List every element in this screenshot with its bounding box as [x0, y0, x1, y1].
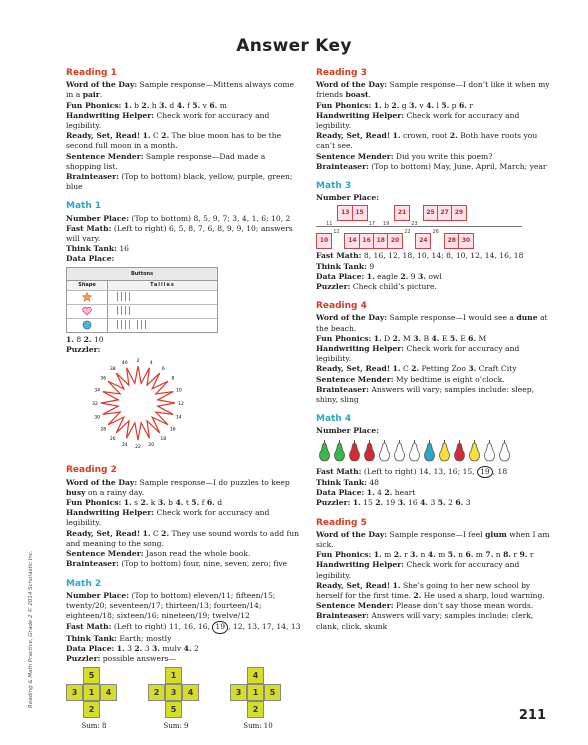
ready-set-read: Ready, Set, Read! 1. C 2. They use sound words to add fun and meaning to the song.	[66, 528, 300, 548]
section-heading: Math 3	[316, 181, 352, 192]
pear-icon	[333, 440, 346, 462]
number-place: Number Place: (Top to bottom) 8, 5, 9, 7; 3, 4, 1, 6; 10, 2	[66, 213, 291, 223]
item-answer: D	[381, 333, 393, 343]
math-2-section	[66, 579, 301, 732]
reading-5-section	[316, 518, 551, 632]
phonics-list	[374, 550, 534, 559]
star-number-label: 6	[161, 367, 165, 373]
brainteaser: Brainteaser: (Top to bottom) black, yellow, purple, green; blue	[66, 172, 293, 192]
cross-cell-bottom: 5	[165, 701, 182, 718]
item-answer: s	[131, 498, 141, 508]
puzzler: Puzzler: possible answers—	[66, 653, 177, 663]
cross-puzzle	[148, 667, 204, 731]
handwriting-helper: Handwriting Helper: Check work for accuracy and legibility.	[316, 110, 520, 131]
item-answer: m	[473, 550, 486, 560]
pear-icon	[438, 440, 451, 462]
sentence-mender: Sentence Mender: Did you write this poem?	[316, 151, 493, 161]
cross-cell-right: 4	[182, 684, 199, 701]
cross-cell-center: 3	[165, 684, 182, 701]
table-caption: Buttons	[67, 268, 217, 281]
pear-icon	[468, 440, 481, 462]
star-number-label: 38	[109, 367, 116, 373]
number-tag: 24	[415, 233, 431, 249]
section-heading: Math 4	[316, 414, 352, 425]
item-number: 6.	[209, 100, 218, 110]
handwriting-helper: Handwriting Helper: Check work for accuracy and legibility.	[316, 560, 520, 580]
pear-icon	[348, 440, 361, 462]
item-answer: M	[400, 333, 414, 343]
puzzler-label: Puzzler:	[66, 345, 101, 355]
section-heading: Math 1	[66, 201, 102, 212]
item-answer: t	[183, 498, 192, 508]
cross-cell-left: 3	[230, 684, 247, 701]
item-number: 1.	[123, 498, 132, 508]
word-of-the-day: Word of the Day: Sample response—Mittens always come in a pair.	[66, 80, 295, 100]
item-number: 5.	[449, 333, 458, 343]
item-answer: n	[418, 550, 428, 560]
number-tag: 10	[316, 233, 332, 249]
data-place: Data Place: 1. 3 2. 3 3. mulv 4. 2	[66, 643, 199, 653]
item-number: 3.	[410, 550, 419, 560]
line-number-label: 12	[333, 229, 340, 236]
star-number-label: 2	[136, 359, 140, 365]
item-answer: n	[455, 550, 466, 560]
shape-header: Shape	[67, 281, 108, 290]
item-answer: r	[401, 550, 411, 560]
cross-cell-top: 1	[165, 667, 182, 684]
item-answer: f	[184, 100, 193, 110]
fun-phonics: Fun Phonics: 1. m 2. r 3. n 4. m 5. n 6. m 7. n 8. r 9. r	[316, 550, 534, 560]
item-answer: d	[167, 100, 177, 110]
circled-answer: 19	[212, 621, 228, 633]
pear-icon	[363, 440, 376, 462]
puzzler: Puzzler: Check child’s picture.	[316, 282, 437, 292]
think-tank: Think Tank: 48	[316, 477, 379, 487]
cross-puzzle	[66, 667, 122, 731]
star-button-icon	[67, 291, 108, 304]
cross-puzzle	[230, 667, 286, 731]
data-place: Data Place: 1. 4 2. heart	[316, 488, 416, 498]
item-number: 7.	[485, 550, 494, 560]
ready-set-read: Ready, Set, Read! 1. She’s going to her new school by herself for the first time. 2. He used a sharp, loud warning.	[316, 580, 545, 600]
item-number: 4.	[175, 498, 184, 508]
item-number: 3.	[157, 498, 166, 508]
number-tag: 25	[423, 205, 439, 221]
number-tag: 14	[344, 233, 360, 249]
page-number: 211	[518, 708, 546, 723]
fast-math: Fast Math: (Left to right) 14, 13, 16; 15, 19 , 18	[316, 466, 551, 478]
item-number: 8.	[503, 550, 511, 560]
star-puzzle-figure	[66, 355, 206, 453]
tally-marks: ||||	[116, 306, 133, 317]
star-number-label: 10	[176, 388, 182, 394]
section-heading: Reading 5	[316, 517, 367, 528]
table-header-row	[67, 281, 217, 291]
copyright-note: Reading & Math Practice, Grade 2 © 2014 Scholastic Inc.	[28, 550, 34, 708]
item-number: 5.	[192, 100, 201, 110]
phonics-list	[374, 334, 487, 343]
item-answer: r	[466, 100, 473, 110]
brainteaser: Brainteaser: Answers will vary; samples include: clerk, clank, click, skunk	[316, 611, 534, 631]
left-column	[66, 68, 301, 740]
word-of-the-day: Word of the Day: Sample response—I do puzzles to keep busy on a rainy day.	[66, 477, 290, 497]
pear-icon	[453, 440, 466, 462]
star-number-label: 14	[176, 415, 182, 421]
item-number: 2.	[140, 498, 149, 508]
brainteaser: Brainteaser: (Top to bottom) May, June, April, March; year	[316, 161, 547, 171]
word-of-the-day: Word of the Day: Sample response—I would see a dune at the beach.	[316, 313, 548, 333]
item-number: 1.	[373, 100, 382, 110]
item-answer: b	[131, 100, 142, 110]
item-number: 1.	[123, 100, 132, 110]
puzzler: Puzzler: 1. 15 2. 19 3. 16 4. 3 5. 2 6. 3	[316, 498, 471, 508]
item-number: 2.	[393, 550, 402, 560]
tally-marks: |||| |||	[116, 320, 149, 331]
ready-set-read: Ready, Set, Read! 1. C 2. Petting Zoo 3. Craft City	[316, 364, 517, 374]
item-answer: m	[435, 550, 448, 560]
word-of-the-day: Word of the Day: Sample response—I feel glum when I am sick.	[316, 529, 550, 549]
math-4-section	[316, 414, 551, 508]
fast-math: Fast Math: (Left to right) 6, 5, 8, 7, 6, 8, 9, 9, 10; answers will vary.	[66, 223, 293, 244]
item-number: 1.	[373, 333, 382, 343]
handwriting-helper: Handwriting Helper: Check work for accuracy and legibility.	[66, 110, 270, 131]
line-number-label: 23	[411, 221, 418, 228]
number-tag: 27	[437, 205, 453, 221]
item-answer: n	[493, 550, 504, 560]
item-answer: k	[148, 498, 158, 508]
item-answer: m	[217, 100, 227, 110]
star-number-label: 30	[94, 415, 100, 421]
item-number: 4.	[426, 100, 435, 110]
item-answer: g	[399, 100, 410, 110]
number-tag: 15	[352, 205, 368, 221]
buttons-tally-table	[66, 267, 218, 333]
pear-icon	[318, 440, 331, 462]
section-heading: Reading 4	[316, 301, 367, 312]
star-number-label: 8	[171, 376, 175, 382]
item-answer: m	[381, 550, 394, 560]
item-answer: l	[434, 100, 442, 110]
item-answer: d	[214, 498, 223, 508]
think-tank: Think Tank: 16	[66, 244, 129, 254]
line-number-label: 19	[382, 221, 390, 228]
line-number-label: 26	[432, 229, 439, 236]
cross-cell-bottom: 2	[247, 701, 264, 718]
star-number-label: 34	[94, 388, 100, 394]
cross-sum: Sum: 10	[243, 722, 273, 731]
item-answer: M	[476, 333, 487, 343]
math-3-section	[316, 181, 551, 292]
fun-phonics: Fun Phonics: 1. b 2. g 3. v 4. l 5. p 6. r	[316, 100, 473, 110]
reading-1-section	[66, 68, 301, 192]
sentence-mender: Sentence Mender: Jason read the whole book.	[66, 549, 251, 559]
cross-cell-left: 3	[66, 684, 83, 701]
table-row	[67, 319, 217, 332]
fun-phonics: Fun Phonics: 1. b 2. h 3. d 4. f 5. v 6. m	[66, 100, 227, 110]
phonics-list	[124, 101, 227, 110]
star-number-label: 20	[148, 443, 155, 449]
number-place: Number Place:	[316, 193, 380, 203]
star-number-label: 26	[109, 437, 116, 443]
item-number: 6.	[465, 550, 474, 560]
cross-cell-right: 5	[264, 684, 281, 701]
handwriting-helper: Handwriting Helper: Check work for accuracy and legibility.	[66, 508, 270, 528]
item-number: 5.	[191, 498, 200, 508]
item-answer: E	[457, 333, 469, 343]
line-number-label: 17	[368, 221, 376, 228]
tally-marks: ||||	[116, 292, 133, 303]
cross-cell-bottom: 2	[83, 701, 100, 718]
sentence-mender: Sentence Mender: Sample response—Dad made a shopping list.	[66, 151, 266, 171]
star-number-label: 4	[149, 361, 153, 367]
item-answer: r	[527, 550, 534, 560]
cross-cell-left: 2	[148, 684, 165, 701]
number-tag: 30	[458, 233, 474, 249]
item-number: 4.	[431, 333, 440, 343]
data-place-answers: 1. 8 2. 10	[66, 334, 104, 344]
number-tag: 16	[359, 233, 375, 249]
phonics-list	[124, 498, 222, 507]
fast-math: Fast Math: (Left to right) 11, 16, 16, 19 , 12, 13, 17, 14, 13	[66, 621, 301, 633]
item-number: 4.	[427, 550, 436, 560]
item-number: 2.	[392, 333, 401, 343]
star-number-label: 22	[135, 445, 141, 451]
brainteaser: Brainteaser: (Top to bottom) four, nine, seven, zero; five	[66, 559, 288, 569]
item-answer: E	[439, 333, 450, 343]
pear-icon	[423, 440, 436, 462]
number-place: Number Place:	[316, 426, 380, 436]
number-tag: 29	[451, 205, 467, 221]
sentence-mender: Sentence Mender: My bedtime is eight o’clock.	[316, 374, 505, 384]
item-answer: p	[449, 100, 459, 110]
data-place: Data Place: 1. eagle 2. 9 3. owl	[316, 271, 442, 281]
item-answer: b	[381, 100, 392, 110]
item-answer: h	[149, 100, 160, 110]
star-number-label: 36	[100, 376, 107, 382]
section-heading: Reading 2	[66, 465, 117, 476]
star-number-label: 16	[169, 427, 176, 433]
circled-answer: 19	[477, 466, 493, 478]
item-answer: B	[421, 333, 432, 343]
number-place: Number Place: (Top to bottom) eleven/11; fifteen/15; twenty/20; seventeen/17; thirteen/13; fourteen/14; eighteen/18; sixteen/16; nineteen/19; twelve/12	[66, 590, 276, 621]
handwriting-helper: Handwriting Helper: Check work for accuracy and legibility.	[316, 344, 520, 364]
star-number-label: 40	[121, 361, 128, 367]
sentence-mender: Sentence Mender: Please don’t say those mean words.	[316, 601, 534, 611]
data-place: Data Place:	[66, 254, 115, 264]
line-number-label: 11	[326, 221, 333, 228]
circle-button-icon	[67, 319, 108, 332]
word-of-the-day: Word of the Day: Sample response—I don’t like it when my friends boast.	[316, 80, 550, 100]
think-tank: Think Tank: Earth; mostly	[66, 633, 172, 643]
cross-cell-top: 5	[83, 667, 100, 684]
item-number: 2.	[391, 100, 400, 110]
cross-cell-top: 4	[247, 667, 264, 684]
number-tag: 18	[373, 233, 389, 249]
phonics-list	[374, 101, 473, 110]
ready-set-read: Ready, Set, Read! 1. C 2. The blue moon has to be the second full moon in a month.	[66, 131, 282, 151]
pear-icon	[408, 440, 421, 462]
cross-puzzles	[66, 667, 301, 731]
star-number-label: 12	[178, 402, 184, 408]
pear-icon	[393, 440, 406, 462]
item-number: 3.	[159, 100, 168, 110]
fun-phonics: Fun Phonics: 1. s 2. k 3. b 4. t 5. f 6. d	[66, 498, 223, 508]
fast-math: Fast Math: 8, 16, 12, 18, 10, 14; 8, 10, 12, 14, 16, 18	[316, 251, 524, 261]
item-answer: b	[165, 498, 176, 508]
number-tags-figure	[316, 205, 551, 251]
item-answer: v	[200, 100, 210, 110]
tallies-header: Tallies	[150, 282, 175, 289]
item-number: 5.	[441, 100, 450, 110]
number-tag: 28	[444, 233, 460, 249]
item-number: 1.	[373, 550, 382, 560]
pears-figure	[318, 440, 551, 462]
reading-3-section	[316, 68, 551, 172]
star-number-label: 28	[100, 427, 107, 433]
item-answer: v	[417, 100, 427, 110]
section-heading: Math 2	[66, 578, 102, 589]
table-row	[67, 291, 217, 305]
right-column	[316, 68, 551, 641]
star-number-label: 32	[92, 402, 98, 408]
page-title: Answer Key	[236, 36, 352, 56]
item-number: 9.	[519, 550, 528, 560]
line-number-label: 22	[404, 229, 411, 236]
item-answer: r	[511, 550, 520, 560]
number-tag: 13	[337, 205, 353, 221]
table-row	[67, 305, 217, 319]
item-number: 4.	[176, 100, 185, 110]
pear-icon	[378, 440, 391, 462]
number-line	[316, 226, 522, 227]
brainteaser: Brainteaser: Answers will vary; samples include: sleep, shiny, sling	[316, 384, 534, 405]
star-number-label: 18	[160, 437, 167, 443]
item-number: 3.	[409, 100, 417, 110]
item-number: 6.	[206, 498, 215, 508]
pear-icon	[498, 440, 511, 462]
item-number: 3.	[413, 333, 422, 343]
item-number: 2.	[141, 100, 150, 110]
cross-sum: Sum: 8	[81, 722, 107, 731]
item-number: 6.	[458, 100, 467, 110]
number-tag: 21	[394, 205, 410, 221]
pear-icon	[483, 440, 496, 462]
section-heading: Reading 1	[66, 68, 117, 78]
heart-button-icon	[67, 305, 108, 318]
reading-2-section	[66, 465, 301, 569]
cross-sum: Sum: 9	[163, 722, 189, 731]
section-heading: Reading 3	[316, 68, 367, 78]
think-tank: Think Tank: 9	[316, 261, 375, 271]
cross-cell-right: 4	[100, 684, 117, 701]
math-1-section	[66, 201, 301, 456]
cross-cell-center: 1	[247, 684, 264, 701]
reading-4-section	[316, 301, 551, 405]
star-outline	[101, 366, 175, 443]
cross-cell-center: 1	[83, 684, 100, 701]
star-number-label: 24	[121, 443, 128, 449]
number-tag: 20	[387, 233, 403, 249]
ready-set-read: Ready, Set, Read! 1. crown, root 2. Both have roots you can’t see.	[316, 131, 538, 151]
item-number: 5.	[447, 550, 456, 560]
item-answer: f	[199, 498, 207, 508]
fun-phonics: Fun Phonics: 1. D 2. M 3. B 4. E 5. E 6. M	[316, 333, 487, 343]
item-number: 6.	[468, 333, 477, 343]
